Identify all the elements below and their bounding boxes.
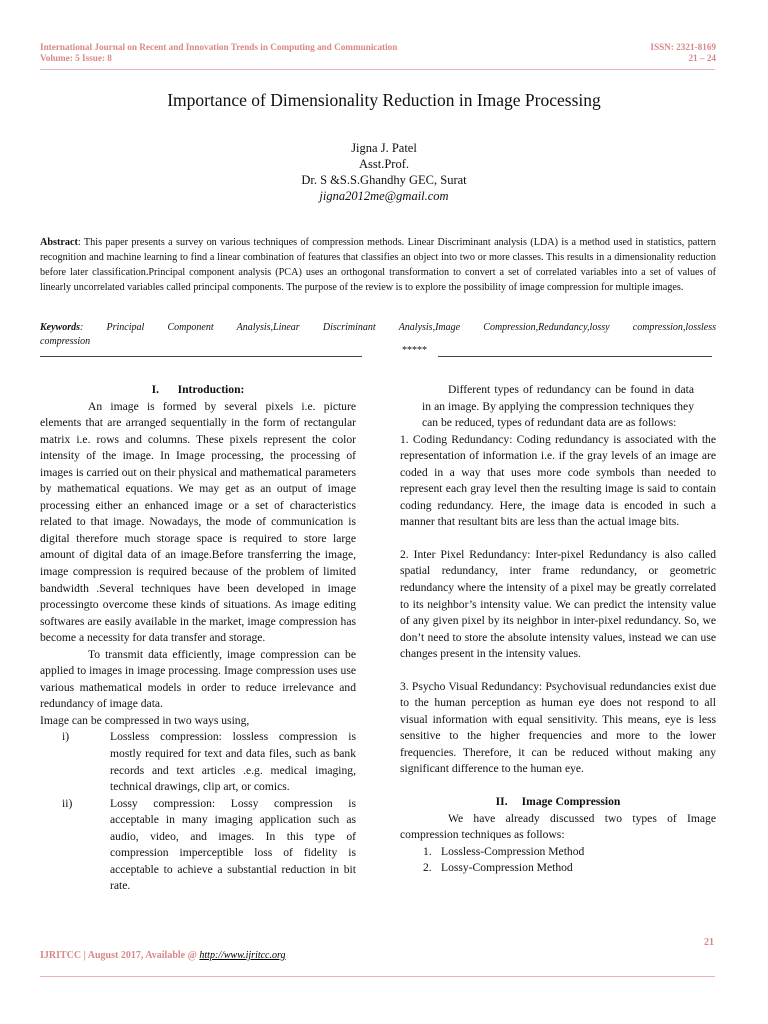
- abstract: [40, 235, 716, 295]
- paragraph: To transmit data efficiently, image compression can be applied to images in image processing. Image compression uses use various mathematical models in order to reduce irrelevance and redundancy of image data.: [40, 647, 356, 711]
- keywords-line-2: compression: [40, 336, 91, 347]
- list-text: Lossless-Compression Method: [441, 844, 585, 858]
- heading-number: II.: [495, 795, 508, 809]
- separator-line-left: [40, 356, 362, 357]
- paper-title: Importance of Dimensionality Reduction in Image Processing: [167, 90, 601, 110]
- footer-link[interactable]: http://www.ijritcc.org: [199, 950, 286, 961]
- list-marker: 2.: [423, 861, 432, 875]
- journal-volume: Volume: 5 Issue: 8: [40, 53, 112, 63]
- separator-stars: *****: [402, 345, 427, 356]
- section-separator: [40, 347, 716, 361]
- list-item: [400, 860, 716, 877]
- method-list: [400, 844, 716, 877]
- keywords: [40, 321, 716, 349]
- abstract-label: Abstract: [40, 237, 78, 248]
- paragraph: Image can be compressed in two ways using,: [40, 713, 250, 727]
- keywords-text: : Principal Component Analysis,Linear Discriminant Analysis,Image Compression,Redundancy,lossy compression,lossless: [80, 322, 716, 333]
- running-header: [40, 42, 728, 72]
- page-number: 21: [704, 937, 714, 948]
- author-affiliation: Dr. S &S.S.Ghandhy GEC, Surat: [301, 173, 467, 187]
- journal-name: International Journal on Recent and Innovation Trends in Computing and Communication: [40, 42, 398, 52]
- paragraph: Different types of redundancy can be found in data in an image. By applying the compression techniques they can be reduced, types of redundant data are as follows:: [422, 383, 694, 430]
- heading-number: I.: [151, 383, 160, 396]
- section-heading-introduction: [40, 382, 356, 399]
- author-position: Asst.Prof.: [358, 157, 409, 171]
- paragraph: 3. Psycho Visual Redundancy: Psychovisual redundancies exist due to the human perception as human eye does not respond to all visual information with equal sensitivity. This means, eye is less sensitive to the higher frequencies and more to the lower frequencies. Therefore, it can be reduced without making any significant difference to the human eye.: [400, 679, 716, 776]
- heading-text: Image Compression: [521, 795, 621, 809]
- list-item: [40, 729, 356, 795]
- paragraph: We have already discussed two types of Image compression techniques as follows:: [400, 811, 716, 842]
- list-marker: 1.: [423, 844, 432, 858]
- keywords-line-1: [40, 321, 716, 335]
- issn-info: [650, 42, 716, 64]
- author-email: jigna2012me@gmail.com: [319, 189, 449, 203]
- list-item: [40, 796, 356, 895]
- journal-info: [40, 42, 397, 64]
- separator-line-right: [438, 356, 712, 357]
- list-text: Lossy compression: Lossy compression is acceptable in many imaging application such as audio, video, and images. In this type of compression imperceptible loss of fidelity is acceptable to achieve a substantial reduction in bit rate.: [110, 796, 356, 893]
- left-column: [40, 382, 356, 895]
- author-block: [0, 140, 768, 204]
- heading-text: Introduction:: [177, 383, 245, 396]
- paragraph: 2. Inter Pixel Redundancy: Inter-pixel Redundancy is also called spatial redundancy, inter frame redundancy, or geometric redundancy where the intensity of a pixel may be greatly correlated to its neighbor’s intensity value. We can predict the intensity value of any given pixel by its neighbor in inter-pixel redundancy. So, we don’t need to store the absolute intensity values, instead we can use changes present in the intensity values.: [400, 547, 716, 661]
- list-marker: i): [62, 730, 70, 744]
- keywords-label: Keywords: [40, 322, 80, 333]
- right-column: [400, 382, 716, 877]
- list-text: Lossy-Compression Method: [441, 861, 573, 875]
- list-marker: ii): [62, 796, 73, 810]
- list-item: [400, 844, 716, 861]
- author-name: Jigna J. Patel: [351, 141, 417, 155]
- issn: ISSN: 2321-8169: [650, 42, 716, 52]
- running-footer: [40, 950, 286, 961]
- page-range: 21 – 24: [688, 53, 716, 63]
- footer-text: IJRITCC | August 2017, Available @: [40, 950, 200, 961]
- footer-divider: [40, 976, 715, 977]
- section-heading-image-compression: [400, 794, 716, 811]
- paragraph: An image is formed by several pixels i.e. picture elements that are arranged sequentially in the form of rectangular matrix i.e. rows and columns. These pixels represent the color intensity of the image. In Image processing, the processing of images is carried out on their physical and mathematical parameters by mathematical equations. We may get as an output of image processing either an enhanced image or a set of characteristics related to that image. Nowadays, the mode of communication is digital therefore much storage space is required to store large amount of digital data of an image.Before transferring the image, image compression is required because of the problem of limited bandwidth .Several techniques have been developed in image processingto overcome these kinds of situations. As image editing softwares are easily available in the market, image compression has become a necessity for data transfer and storage.: [40, 399, 356, 645]
- paragraph: 1. Coding Redundancy: Coding redundancy is associated with the representation of information i.e. if the gray levels of an image are coded in a way that uses more code symbols than needed to represent each gray level then the resulting image is said to contain coding redundancy. Here, the image data is encoded in such a manner that resultant bits are less than the actual image bits.: [400, 432, 716, 529]
- abstract-text: : This paper presents a survey on various techniques of compression methods. Linear Discriminant analysis (LDA) is a method used in statistics, pattern recognition and machine learning to find a linear combination of features that classifies an object into two or more classes. This results in a dimensionality reduction before later classification.Principal component analysis (PCA) uses an orthogonal transformation to convert a set of correlated variables into a set of values of linearly uncorrelated variables called principal components. The purpose of the review is to explore the possibility of image compression for multiple images.: [40, 237, 716, 294]
- header-divider: [40, 69, 715, 70]
- list-text: Lossless compression: lossless compression is mostly required for text and data files, such as bank records and text articles .e.g. medical imaging, technical drawings, clip art, or comics.: [110, 730, 356, 794]
